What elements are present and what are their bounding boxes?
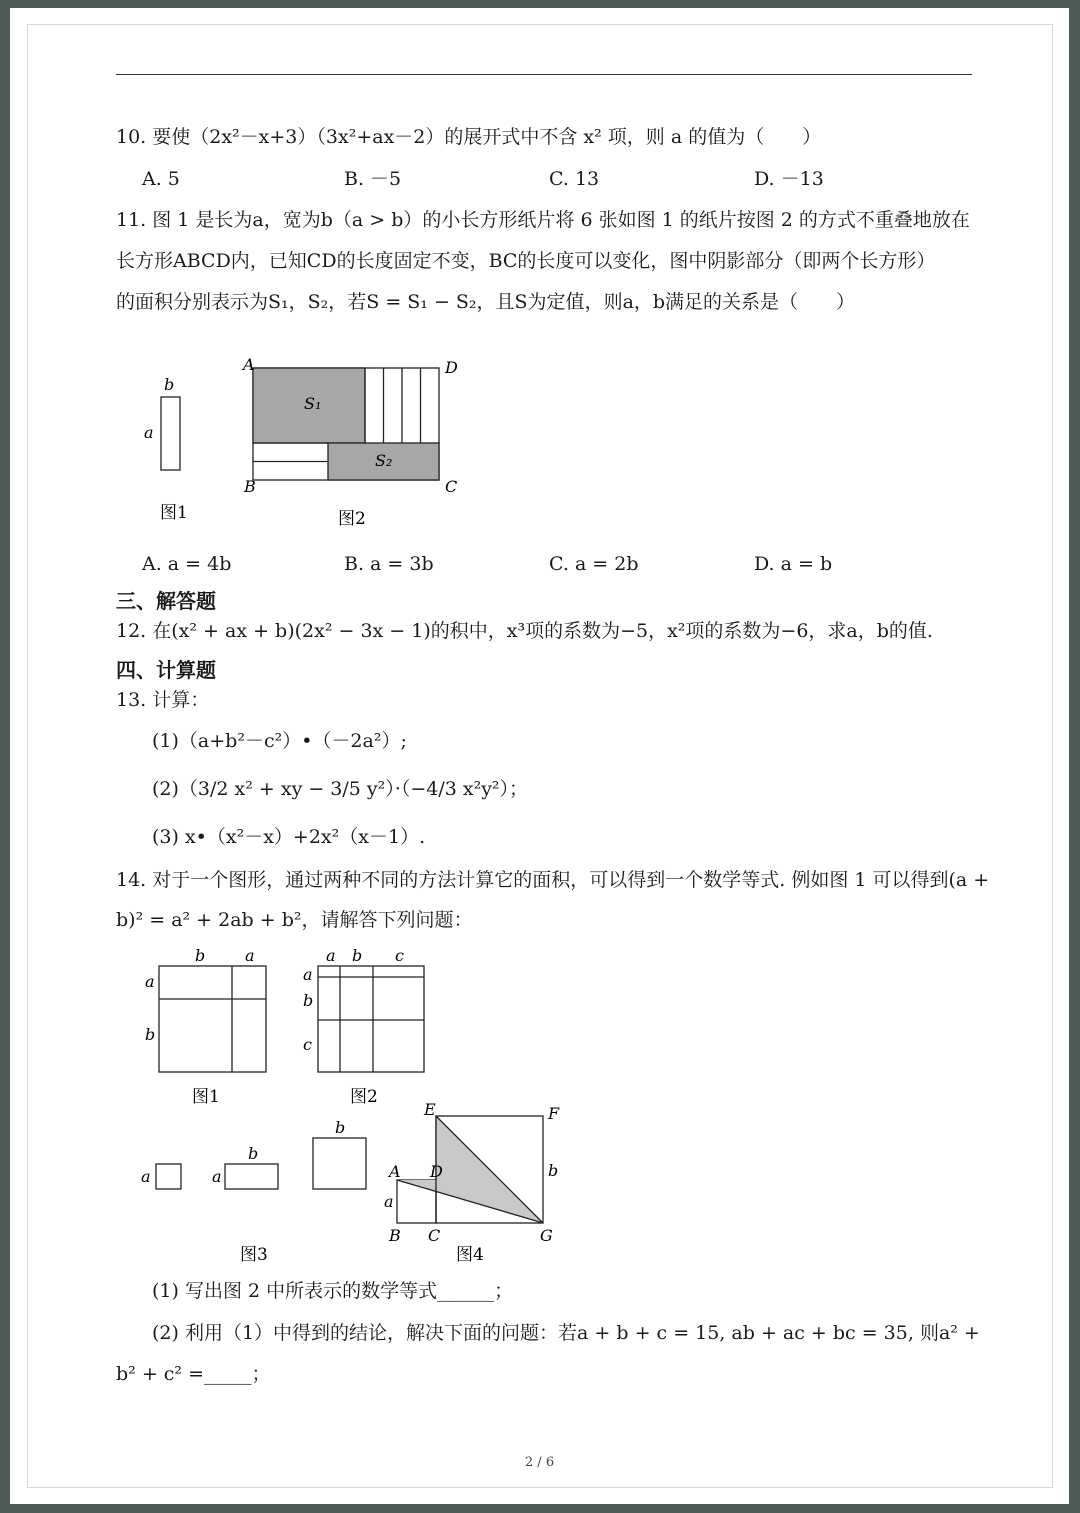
q14-figure-4 xyxy=(380,1101,580,1271)
q14-fig3-caption: 图3 xyxy=(240,1245,268,1265)
q14-fig4-label-a: a xyxy=(384,1192,394,1211)
q11-option-d: D. a = b xyxy=(754,553,833,575)
q14-fig4-vertex-b: B xyxy=(389,1226,401,1245)
q10-option-c: C. 13 xyxy=(549,168,600,190)
q11-figure-1 xyxy=(140,370,190,530)
paper-page xyxy=(10,8,1069,1504)
q14-fig4-vertex-d: D xyxy=(430,1162,443,1181)
q11-fig1-caption: 图1 xyxy=(160,503,188,523)
header-rule xyxy=(116,74,972,75)
q10-stem: 10. 要使（2x²－x+3）（3x²+ax－2）的展开式中不含 x² 项，则 a 的值为（ ） xyxy=(116,126,822,148)
q14-part1: (1) 写出图 2 中所表示的数学等式______； xyxy=(152,1280,514,1302)
q14-fig4-vertex-e: E xyxy=(424,1101,436,1119)
q11-fig1-label-b: b xyxy=(164,375,175,394)
q14-fig2-label-b-left: b xyxy=(303,991,314,1010)
q14-fig1-label-b-left: b xyxy=(145,1025,156,1044)
q11-stem-line1: 11. 图 1 是长为a，宽为b（a > b）的小长方形纸片将 6 张如图 1 的纸片按图 2 的方式不重叠地放在 xyxy=(116,209,970,231)
q14-fig3-label-b2: b xyxy=(335,1118,346,1137)
q14-fig2-label-c-top: c xyxy=(395,946,404,965)
q11-stem-line2: 长方形ABCD内，已知CD的长度固定不变，BC的长度可以变化，图中阴影部分（即两个长方形） xyxy=(116,250,936,272)
q14-fig4-vertex-g: G xyxy=(540,1226,553,1245)
q14-fig4-vertex-a: A xyxy=(389,1162,401,1181)
q11-figure-2 xyxy=(225,346,485,531)
q14-fig4-caption: 图4 xyxy=(456,1245,484,1265)
q11-option-c: C. a = 2b xyxy=(549,553,639,575)
q11-stem-line3: 的面积分别表示为S₁，S₂，若S = S₁ − S₂，且S为定值，则a，b满足的关系是（ ） xyxy=(116,291,856,313)
q13-part1: (1)（a+b²－c²）•（－2a²）; xyxy=(152,730,407,752)
q10-option-a: A. 5 xyxy=(142,168,180,190)
section-heading-3: 三、解答题 xyxy=(116,589,216,613)
q14-stem-line1: 14. 对于一个图形，通过两种不同的方法计算它的面积，可以得到一个数学等式. 例如图 1 可以得到(a + xyxy=(116,869,990,891)
q14-fig1-caption: 图1 xyxy=(192,1087,220,1104)
q11-fig2-vertex-c: C xyxy=(445,477,458,496)
q14-stem-line2: b)² = a² + 2ab + b²，请解答下列问题： xyxy=(116,909,473,931)
q13-stem: 13. 计算： xyxy=(116,689,210,711)
q14-figure-1 xyxy=(142,944,277,1104)
q13-part3: (3) x•（x²－x）+2x²（x－1）. xyxy=(152,826,426,848)
q13-part2: (2)（3/2 x² + xy − 3/5 y²）·（−4/3 x²y²）； xyxy=(152,778,529,800)
q11-fig2-label-s1: S₁ xyxy=(304,394,322,413)
q11-fig1-label-a: a xyxy=(144,423,154,442)
q14-fig2-label-c-left: c xyxy=(303,1035,312,1054)
q14-part2-line2: b² + c² =_____； xyxy=(116,1363,271,1385)
q11-fig2-vertex-a: A xyxy=(243,355,255,374)
q14-part2-line1: (2) 利用（1）中得到的结论，解决下面的问题：若a + b + c = 15, ab + ac + bc = 35, 则a² + xyxy=(152,1322,980,1344)
q14-fig1-label-a-top: a xyxy=(245,946,255,965)
q14-fig3-label-b1: b xyxy=(248,1144,259,1163)
q14-fig3-rect-ab xyxy=(225,1164,278,1189)
q10-option-b: B. －5 xyxy=(344,168,402,190)
q10-option-d: D. －13 xyxy=(754,168,824,190)
q12-stem: 12. 在(x² + ax + b)(2x² − 3x − 1)的积中，x³项的系数为−5，x²项的系数为−6，求a，b的值. xyxy=(116,620,933,642)
q14-fig4-vertex-f: F xyxy=(548,1104,560,1123)
section-heading-4: 四、计算题 xyxy=(116,658,216,682)
q14-fig3-label-a2: a xyxy=(212,1167,222,1186)
q14-fig3-label-a1: a xyxy=(141,1167,151,1186)
q14-fig3-square-a xyxy=(156,1164,181,1189)
q14-fig3-square-b xyxy=(313,1138,366,1189)
q14-fig2-label-b-top: b xyxy=(352,946,363,965)
q11-fig2-label-s2: S₂ xyxy=(375,451,393,470)
q14-fig2-caption: 图2 xyxy=(350,1087,378,1104)
q14-fig1-label-a-left: a xyxy=(145,972,155,991)
q11-fig2-caption: 图2 xyxy=(338,509,366,529)
q14-fig4-label-b: b xyxy=(548,1161,559,1180)
q11-fig2-vertex-d: D xyxy=(445,358,458,377)
q14-figure-2 xyxy=(300,944,440,1104)
q11-fig1-rectangle xyxy=(161,397,180,470)
q14-fig4-vertex-c: C xyxy=(428,1226,441,1245)
q11-option-b: B. a = 3b xyxy=(344,553,434,575)
q11-fig2-vertex-b: B xyxy=(244,477,256,496)
q14-fig2-label-a-top: a xyxy=(326,946,336,965)
q14-fig2-label-a-left: a xyxy=(303,965,313,984)
page-number: 2 / 6 xyxy=(524,1455,555,1470)
q14-fig1-label-b-top: b xyxy=(195,946,206,965)
q11-option-a: A. a = 4b xyxy=(142,553,232,575)
q14-figure-3 xyxy=(136,1118,396,1268)
